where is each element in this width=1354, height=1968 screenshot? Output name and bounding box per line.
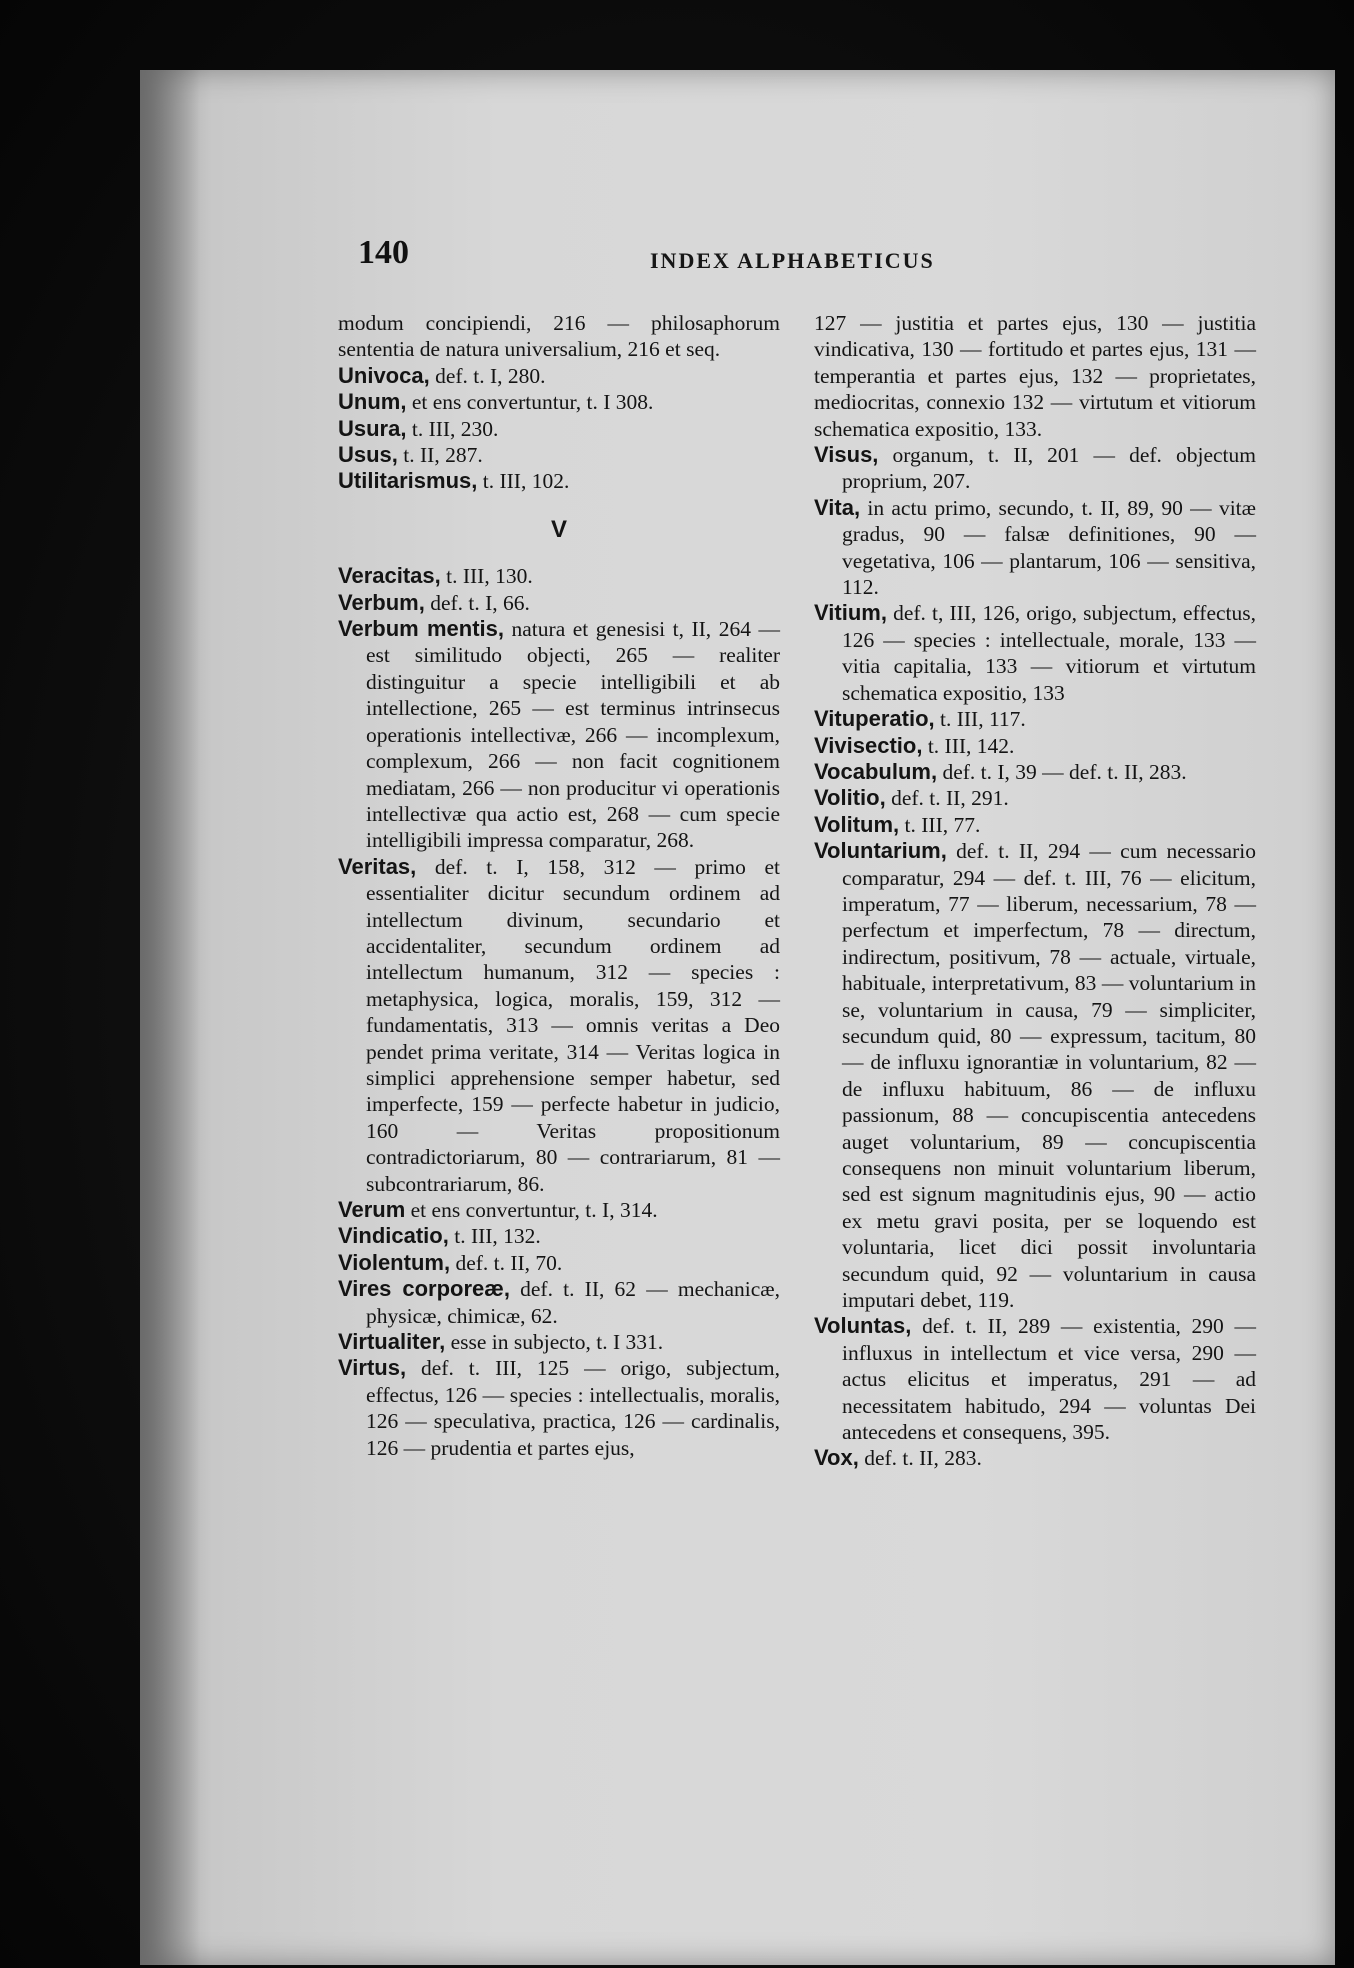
index-references: t. III, 117.	[934, 707, 1026, 732]
index-references: organum, t. II, 201 — def. objectum proprium, 207.	[842, 443, 1256, 494]
index-entry	[814, 706, 1256, 732]
index-references: esse in subjecto, t. I 331.	[445, 1330, 664, 1355]
index-entry	[338, 389, 780, 415]
index-entry	[338, 1223, 780, 1249]
index-term: Vita,	[814, 494, 861, 520]
index-references: def. t. II, 62 — mechanicæ, physicæ, chimicæ, 62.	[366, 1277, 781, 1328]
index-entry	[338, 1276, 780, 1329]
index-term: Verbum,	[338, 589, 425, 615]
index-entry	[814, 733, 1256, 759]
index-references: def. t. II, 283.	[858, 1446, 982, 1471]
index-term: Volitum,	[814, 811, 900, 837]
left-column	[338, 310, 780, 1461]
index-term: Virtualiter,	[338, 1329, 446, 1355]
continuation-text: modum concipiendi, 216 — philosaphorum sententia de natura universalium, 216 et seq.	[338, 311, 780, 362]
index-references: in actu primo, secundo, t. II, 89, 90 — vitæ gradus, 90 — falsæ definitiones, 90 — vegetativa, 106 — plantarum, 106 — sensitiva, 112.	[842, 495, 1256, 600]
index-entry	[814, 495, 1256, 601]
index-entry	[338, 1355, 780, 1461]
index-entry	[814, 1313, 1256, 1445]
index-references: def. t. II, 289 — existentia, 290 — influxus in intellectum et vice versa, 290 — actus elicitus et imperatus, 291 — ad necessitatem habitudo, 294 — voluntas Dei antecedens et consequens, 395.	[842, 1314, 1256, 1445]
index-references: def. t. I, 280.	[429, 363, 546, 388]
index-references: def. t. II, 70.	[450, 1250, 563, 1275]
index-references: t. III, 142.	[922, 733, 1015, 758]
index-entry	[338, 1197, 780, 1223]
index-term: Verbum mentis,	[338, 616, 504, 642]
index-entry	[814, 600, 1256, 706]
index-term: Vivisectio,	[814, 732, 923, 758]
index-term: Voluntas,	[814, 1313, 912, 1339]
page-number: 140	[358, 234, 409, 271]
index-references: def. t. II, 294 — cum necessario comparatur, 294 — def. t. III, 76 — elicitum, imperatum, 77 — liberum, necessarium, 78 — perfectum et imperfectum, 78 — directum, indirectum, positivum, 78 — actuale, virtuale, habituale, interpretativum, 83 — voluntarium in se, voluntarium in causa, 79 — simpliciter, secundum quid, 80 — expressum, tacitum, 80 — de influxu ignorantiæ in voluntarium, 82 — de influxu habituum, 86 — de influxu passionum, 88 — concupiscentia antecedens auget voluntarium, 89 — concupiscentia consequens non minuit voluntarium liberum, sed est signum magnitudinis ejus, 90 — actio ex metu gravi posita, per se loquendo est voluntaria, licet dici possit involuntaria secundum quid, 92 — voluntarium in causa imputari debet, 119.	[842, 839, 1256, 1313]
index-references: def. t. I, 158, 312 — primo et essentialiter dicitur secundum ordinem ad intellectum divinum, secundario et accidentaliter, secundum ordinem ad intellectum humanum, 312 — species : metaphysica, logica, moralis, 159, 312 — fundamentatis, 313 — omnis veritas a Deo pendet prima veritate, 314 — Veritas logica in simplici apprehensione semper habetur, sed imperfecte, 159 — perfecte habetur in judicio, 160 — Veritas propositionum contradictoriarum, 80 — contrariarum, 81 — subcontrariarum, 86.	[366, 854, 780, 1196]
index-references: t. III, 130.	[440, 564, 533, 589]
right-entries-list	[814, 442, 1256, 1472]
index-entry	[814, 442, 1256, 495]
index-entry	[338, 1250, 780, 1276]
index-term: Voluntarium,	[814, 838, 947, 864]
index-entry	[338, 416, 780, 442]
index-entry	[338, 1329, 780, 1355]
index-entry	[338, 590, 780, 616]
index-references: natura et genesisi t, II, 264 — est similitudo objecti, 265 — realiter distinguitur a specie intelligibili et ab intellectione, 265 — est terminus intrinsecus operationis intellectivæ, 266 — incomplexum, complexum, 266 — non facit cognitionem mediatam, 266 — non producitur vi operationis intellectivæ qua actio est, 268 — cum specie intelligibili impressa comparatur, 268.	[366, 617, 780, 853]
index-entry	[814, 1445, 1256, 1471]
index-references: et ens convertuntur, t. I 308.	[406, 390, 654, 415]
index-term: Violentum,	[338, 1249, 451, 1275]
index-term: Vitium,	[814, 600, 887, 626]
index-entry	[338, 563, 780, 589]
index-term: Virtus,	[338, 1355, 407, 1381]
index-references: def. t. I, 66.	[424, 590, 530, 615]
index-term: Vox,	[814, 1445, 859, 1471]
index-references: t. III, 102.	[477, 469, 570, 494]
index-term: Vituperatio,	[814, 706, 935, 732]
index-entry	[338, 616, 780, 854]
index-entry	[814, 759, 1256, 785]
index-term: Usura,	[338, 415, 407, 441]
index-references: def. t. II, 291.	[885, 786, 1009, 811]
continuation-text: 127 — justitia et partes ejus, 130 — justitia vindicativa, 130 — fortitudo et partes ejus, 131 — temperantia et partes ejus, 132 — proprietates, mediocritas, connexio 132 — virtutum et vitiorum schematica expositio, 133.	[814, 311, 1256, 441]
index-entry	[338, 442, 780, 468]
index-term: Visus,	[814, 442, 879, 468]
index-term: Verum	[338, 1197, 406, 1222]
index-entry	[814, 838, 1256, 1313]
running-head: INDEX ALPHABETICUS	[650, 248, 935, 273]
index-term: Vocabulum,	[814, 758, 938, 784]
index-entry	[338, 468, 780, 494]
index-term: Unum,	[338, 389, 407, 415]
index-references: t. III, 230.	[406, 416, 499, 441]
index-term: Vires corporeæ,	[338, 1276, 510, 1302]
index-references: et ens convertuntur, t. I, 314.	[405, 1198, 658, 1222]
u-entries-list	[338, 363, 780, 495]
v-entries-list	[338, 563, 780, 1461]
right-column	[814, 310, 1256, 1472]
index-entry	[338, 854, 780, 1197]
index-references: t. III, 132.	[448, 1224, 541, 1249]
index-entry	[814, 812, 1256, 838]
index-term: Usus,	[338, 442, 398, 468]
index-term: Univoca,	[338, 362, 430, 388]
index-term: Veracitas,	[338, 563, 441, 589]
index-references: def. t. III, 125 — origo, subjectum, effectus, 126 — species : intellectualis, moralis, 126 — speculativa, practica, 126 — cardinalis, 126 — prudentia et partes ejus,	[366, 1356, 780, 1460]
index-references: t. II, 287.	[397, 443, 483, 468]
index-term: Volitio,	[814, 785, 886, 811]
index-references: t. III, 77.	[899, 812, 981, 837]
index-references: def. t. I, 39 — def. t. II, 283.	[937, 759, 1187, 784]
index-entry	[338, 363, 780, 389]
index-references: def. t, III, 126, origo, subjectum, effectus, 126 — species : intellectuale, morale, 133 — vitia capitalia, 133 — vitiorum et virtutum schematica expositio, 133	[842, 601, 1256, 705]
index-term: Utilitarismus,	[338, 468, 478, 494]
index-entry	[814, 785, 1256, 811]
index-term: Vindicatio,	[338, 1223, 449, 1249]
index-term: Veritas,	[338, 853, 417, 879]
letter-heading-v: V	[550, 515, 567, 543]
